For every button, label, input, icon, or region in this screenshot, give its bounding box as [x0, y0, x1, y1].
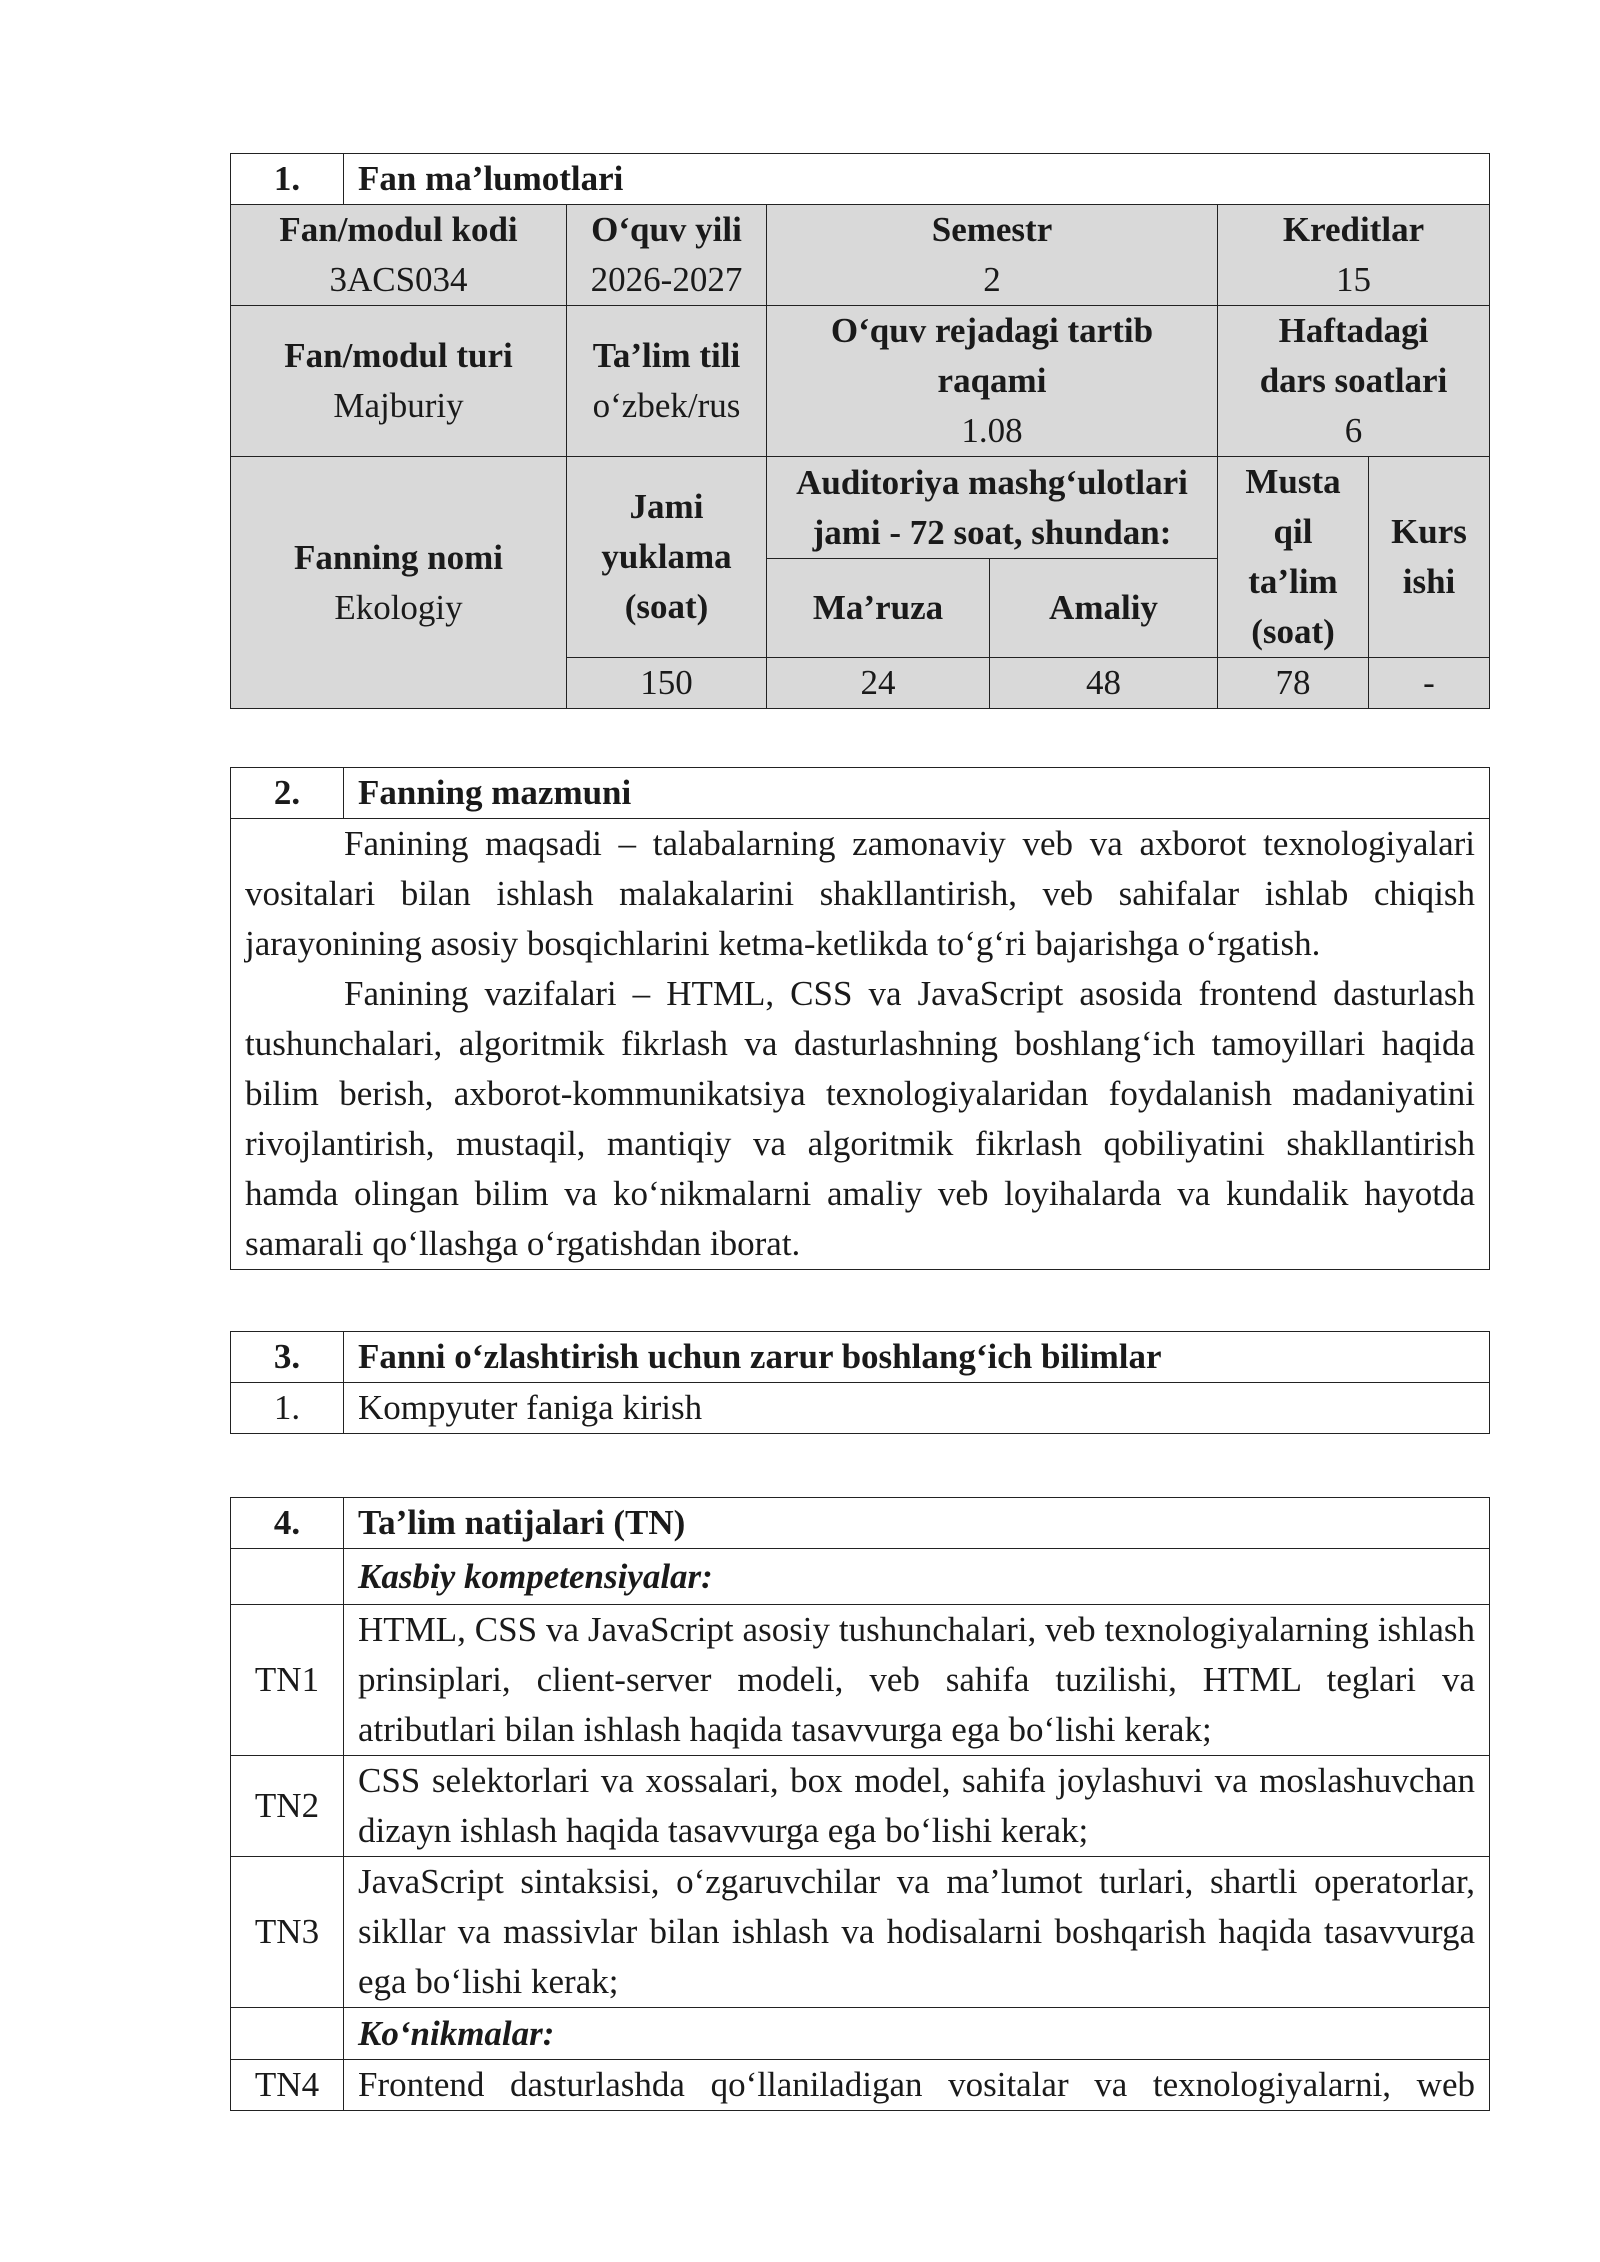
- outcome-text: JavaScript sintaksisi, o‘zgaruvchilar va ma’lumot turlari, shartli operatorlar, sikllar va massivlar bilan ishlash va hodisalarni boshqarish haqida tasavvurga ega bo‘lishi kerak;: [344, 1857, 1490, 2008]
- section-title: Ta’lim natijalari (TN): [344, 1498, 1490, 1549]
- order-number-cell: O‘quv rejadagi tartib raqami 1.08: [767, 306, 1218, 457]
- section-number: 4.: [231, 1498, 344, 1549]
- outcome-id: TN3: [231, 1857, 344, 2008]
- semester-cell: Semestr 2: [767, 205, 1218, 306]
- section-title: Fanni o‘zlashtirish uchun zarur boshlang‘ich bilimlar: [344, 1332, 1490, 1383]
- course-work-value: -: [1369, 658, 1490, 709]
- independent-study-header: Musta qil ta’lim (soat): [1218, 457, 1369, 658]
- auditorium-header: Auditoriya mashg‘ulotlari jami - 72 soat, shundan:: [767, 457, 1218, 559]
- group-heading-skills: Ko‘nikmalar:: [344, 2008, 1490, 2060]
- course-info-table: [230, 153, 1490, 709]
- type-cell: Fan/modul turi Majburiy: [231, 306, 567, 457]
- practice-value: 48: [990, 658, 1218, 709]
- table-row: [231, 1857, 1490, 2008]
- lecture-value: 24: [767, 658, 990, 709]
- section-title: Fan ma’lumotlari: [344, 154, 1490, 205]
- total-load-header: Jami yuklama (soat): [567, 457, 767, 658]
- table-row: [231, 1756, 1490, 1857]
- section-number: 2.: [231, 768, 344, 819]
- practice-header: Amaliy: [990, 559, 1218, 658]
- outcome-id: TN2: [231, 1756, 344, 1857]
- table-row: [231, 1383, 1490, 1434]
- outcome-text: CSS selektorlari va xossalari, box model, sahifa joylashuvi va moslashuvchan dizayn ishlash haqida tasavvurga ega bo‘lishi kerak;: [344, 1756, 1490, 1857]
- course-name-cell: Fanning nomi Ekologiy: [231, 457, 567, 709]
- table-row: [231, 1605, 1490, 1756]
- learning-outcomes-table: [230, 1497, 1490, 2111]
- language-cell: Ta’lim tili o‘zbek/rus: [567, 306, 767, 457]
- goal-paragraph: Fanining maqsadi – talabalarning zamonaviy veb va axborot texnologiyalari vositalari bilan ishlash malakalarini shakllantirish, veb sahifalar ishlab chiqish jarayonining asosiy bosqichlarini ketma-ketlikda to‘g‘ri bajarishga o‘rgatish.: [245, 824, 1475, 963]
- independent-study-value: 78: [1218, 658, 1369, 709]
- course-work-header: Kurs ishi: [1369, 457, 1490, 658]
- section-number: 1.: [231, 154, 344, 205]
- outcome-text: HTML, CSS va JavaScript asosiy tushunchalari, veb texnologiyalarning ishlash prinsiplari, client-server modeli, veb sahifa tuzilishi, HTML teglari va atributlari bilan ishlash haqida tasavvurga ega bo‘lishi kerak;: [344, 1605, 1490, 1756]
- weekly-hours-cell: Haftadagi dars soatlari 6: [1218, 306, 1490, 457]
- total-load-value: 150: [567, 658, 767, 709]
- group-heading-competencies: Kasbiy kompetensiyalar:: [344, 1549, 1490, 1605]
- section-number: 3.: [231, 1332, 344, 1383]
- credits-cell: Kreditlar 15: [1218, 205, 1490, 306]
- code-cell: Fan/modul kodi 3ACS034: [231, 205, 567, 306]
- outcome-id: TN4: [231, 2060, 344, 2111]
- item-text: Kompyuter faniga kirish: [344, 1383, 1490, 1434]
- outcome-text: Frontend dasturlashda qo‘llaniladigan vositalar va texnologiyalarni, web: [344, 2060, 1490, 2111]
- table-row: [231, 2060, 1490, 2111]
- lecture-header: Ma’ruza: [767, 559, 990, 658]
- item-number: 1.: [231, 1383, 344, 1434]
- prerequisites-table: [230, 1331, 1490, 1434]
- course-content-table: [230, 767, 1490, 1270]
- year-cell: O‘quv yili 2026-2027: [567, 205, 767, 306]
- tasks-paragraph: Fanining vazifalari – HTML, CSS va JavaScript asosida frontend dasturlash tushunchalari, algoritmik fikrlash va dasturlashning boshlang‘ich tamoyillari haqida bilim berish, axborot-kommunikatsiya texnologiyalaridan foydalanish madaniyatini rivojlantirish, mustaqil, mantiqiy va algoritmik fikrlash qobiliyatini shakllantirish hamda olingan bilim va ko‘nikmalarni amaliy veb loyihalarda va kundalik hayotda samarali qo‘llashga o‘rgatishdan iborat.: [245, 974, 1475, 1263]
- outcome-id: TN1: [231, 1605, 344, 1756]
- section-title: Fanning mazmuni: [344, 768, 1490, 819]
- content-body: [231, 819, 1490, 1270]
